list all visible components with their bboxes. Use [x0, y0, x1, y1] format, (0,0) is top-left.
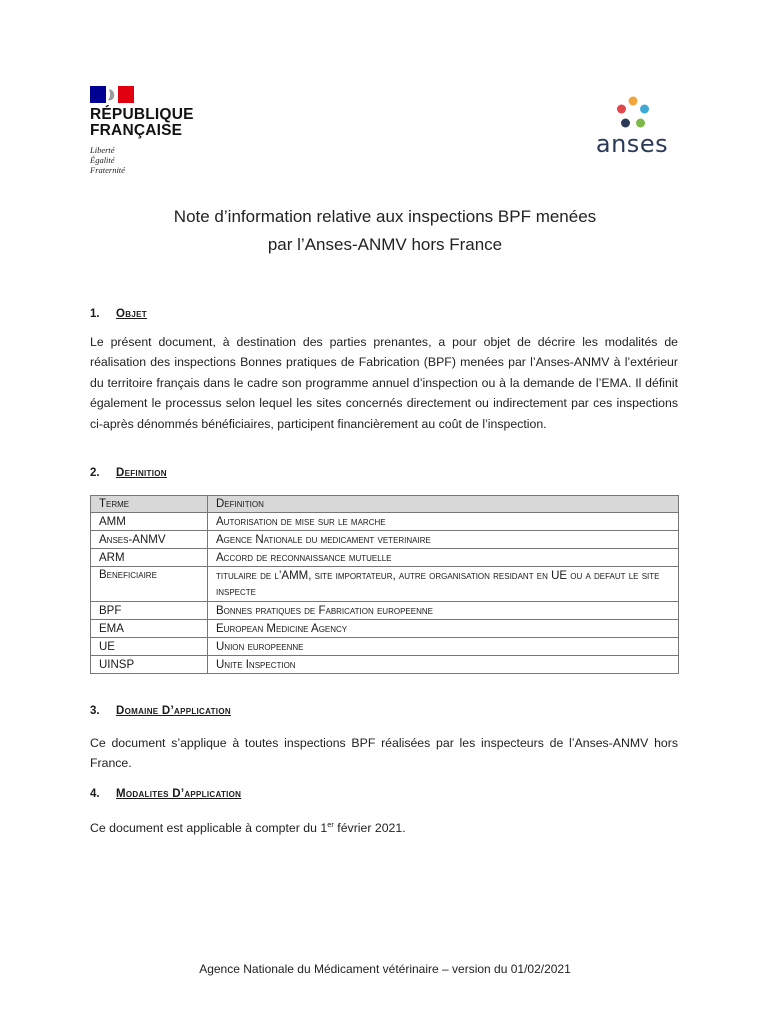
title-line-2: par l’Anses-ANMV hors France	[267, 235, 503, 254]
definition-cell: Unite Inspection	[208, 656, 679, 674]
anses-wordmark: anses	[595, 130, 669, 158]
section-4-superscript: er	[327, 820, 334, 829]
section-4-text	[90, 815, 678, 839]
section-1-label: Objet	[116, 308, 147, 320]
page-footer: Agence Nationale du Médicament vétérinaire – version du 01/02/2021	[199, 962, 571, 976]
section-2-label: Definition	[116, 467, 167, 479]
table-row	[91, 656, 679, 674]
term-cell: Anses-ANMV	[91, 531, 208, 549]
definitions-table	[90, 495, 679, 674]
document-title	[80, 203, 690, 259]
anses-logo	[584, 96, 680, 160]
table-row	[91, 567, 679, 602]
section-4-label: Modalites D’application	[116, 788, 242, 800]
section-4-text-end: février 2021.	[333, 821, 406, 836]
definition-cell: Accord de reconnaissance mutuelle	[208, 549, 679, 567]
term-cell: ARM	[91, 549, 208, 567]
section-3-number: 3.	[90, 705, 100, 717]
term-cell: BPF	[91, 602, 208, 620]
section-1-number: 1.	[90, 308, 100, 320]
definition-cell: Bonnes pratiques de Fabrication europeenne	[208, 602, 679, 620]
definition-cell: Union europeenne	[208, 638, 679, 656]
section-1-heading	[90, 308, 147, 320]
header-definition: Definition	[208, 496, 679, 513]
definition-cell: European Medicine Agency	[208, 620, 679, 638]
table-row	[91, 602, 679, 620]
header-terme: Terme	[91, 496, 208, 513]
table-row	[91, 620, 679, 638]
section-4-heading	[90, 788, 241, 800]
table-row	[91, 549, 679, 567]
republic-line-1: RÉPUBLIQUE	[90, 106, 194, 123]
republic-line-2: FRANÇAISE	[90, 122, 183, 139]
motto-egalite: Égalité	[90, 155, 115, 165]
republique-francaise-logo	[90, 86, 194, 175]
anses-star-icon	[616, 96, 650, 130]
term-cell: EMA	[91, 620, 208, 638]
section-2-number: 2.	[90, 467, 100, 479]
table-row	[91, 513, 679, 531]
definition-cell: Agence Nationale du medicament veterinaire	[208, 531, 679, 549]
section-1-text: Le présent document, à destination des parties prenantes, a pour objet de décrire les modalités de réalisation des inspections Bonnes pratiques de Fabrication (BPF) menées par l’Anses-ANMV à l’extérieur du territoire français dans le cadre son programme annuel d’inspection ou à la demande de l’EMA. Il définit également le processus selon lequel les sites concernés directement ou indirectement par ces inspections ci-après dénommés bénéficiaires, participent financièrement au coût de l’inspection.	[90, 335, 678, 431]
definition-cell: titulaire de l’AMM, site importateur, autre organisation residant en UE ou a defaut le site inspecte	[208, 567, 679, 602]
title-line-1: Note d’information relative aux inspections BPF menées	[173, 207, 597, 226]
section-2-heading	[90, 467, 167, 479]
term-cell: UINSP	[91, 656, 208, 674]
table-header-row	[91, 496, 679, 513]
section-3-text: Ce document s’applique à toutes inspections BPF réalisées par les inspecteurs de l’Anses-ANMV hors France.	[90, 736, 678, 771]
section-4-number: 4.	[90, 788, 100, 800]
definition-cell: Autorisation de mise sur le marche	[208, 513, 679, 531]
section-3-heading	[90, 705, 231, 717]
table-row	[91, 531, 679, 549]
section-3-label: Domaine D’application	[116, 705, 231, 717]
term-cell: Beneficiaire	[91, 567, 208, 602]
term-cell: AMM	[91, 513, 208, 531]
table-row	[91, 638, 679, 656]
motto-fraternite: Fraternité	[90, 165, 125, 175]
section-4-text-start: Ce document est applicable à compter du 1	[90, 821, 328, 836]
term-cell: UE	[91, 638, 208, 656]
marianne-flag-icon	[90, 86, 134, 103]
motto-liberte: Liberté	[90, 145, 115, 155]
